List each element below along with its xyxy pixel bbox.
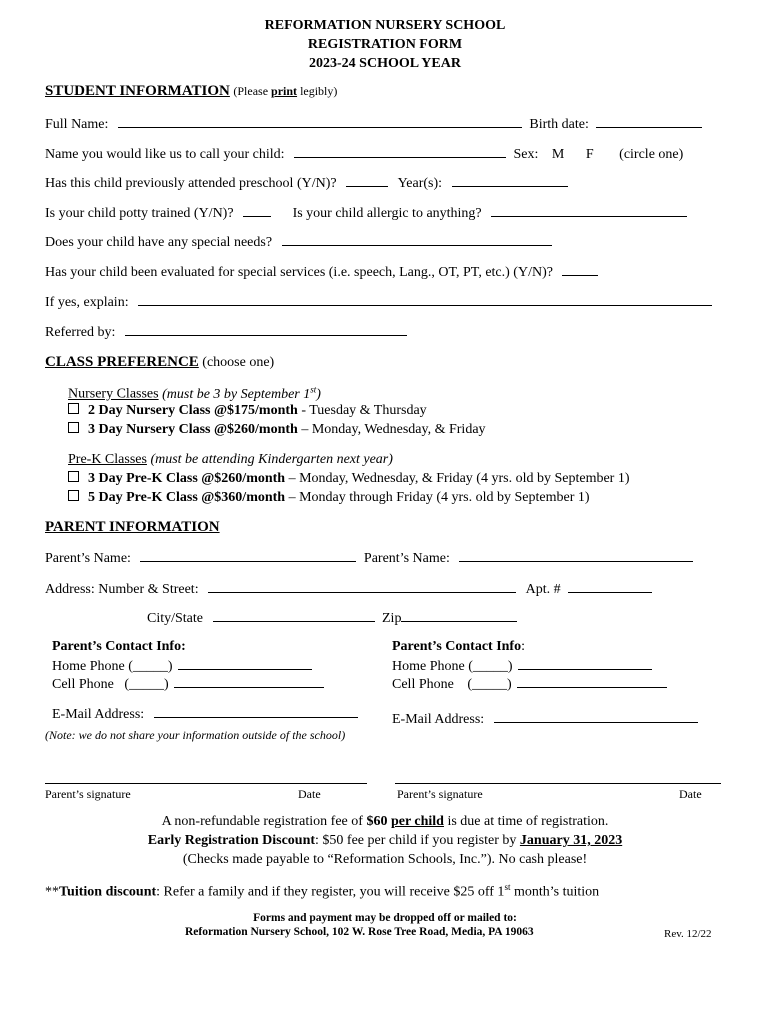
home-phone-label: Home Phone (52, 659, 125, 674)
special-needs-row (45, 233, 552, 251)
explain-field[interactable] (138, 293, 712, 306)
form-title-school: REFORMATION NURSERY SCHOOL (264, 18, 506, 33)
print-legibly-note: (Please print legibly) (233, 84, 338, 98)
prek-classes-heading-row (68, 452, 393, 468)
potty-trained-field[interactable] (243, 204, 271, 217)
apt-field[interactable] (568, 580, 652, 593)
nursery-option-2day[interactable]: 2 Day Nursery Class @$175/month - Tuesday & Thursday (68, 403, 427, 419)
checks-line: (Checks made payable to “Reformation Schools, Inc.”). No cash please! (182, 852, 588, 867)
parent-info-heading: PARENT INFORMATION (45, 519, 220, 535)
nursery-classes-heading: Nursery Classes (68, 386, 159, 402)
nursery-option-3day[interactable]: 3 Day Nursery Class @$260/month – Monday, Wednesday, & Friday (68, 422, 486, 438)
form-title-registration: REGISTRATION FORM (307, 37, 463, 52)
signature-line-1[interactable] (45, 783, 367, 784)
sex-option-m[interactable]: M (551, 147, 565, 162)
home-phone-row-1 (52, 657, 312, 675)
allergy-label: Is your child allergic to anything? (292, 206, 482, 221)
privacy-note: (Note: we do not share your information outside of the school) (45, 728, 346, 742)
contact-info-heading-2: Parent’s Contact Info: (392, 639, 525, 654)
area-code-field[interactable]: (_____) (468, 659, 513, 674)
cell-phone-field-2[interactable] (517, 675, 667, 688)
school-address: Reformation Nursery School, 102 W. Rose Tree Road, Media, PA 19063 (185, 926, 534, 938)
checkbox-icon[interactable] (68, 403, 79, 414)
preschool-row (45, 174, 568, 192)
prek-age-note: (must be attending Kindergarten next year) (146, 452, 393, 467)
referred-row (45, 323, 407, 341)
cell-phone-label: Cell Phone (52, 677, 114, 692)
area-code-field[interactable]: (_____) (467, 677, 512, 692)
email-label: E-Mail Address: (52, 707, 145, 722)
parent-name-label-2: Parent’s Name: (363, 551, 450, 566)
home-phone-field-1[interactable] (178, 657, 312, 670)
home-phone-field-2[interactable] (518, 657, 652, 670)
allergy-field[interactable] (491, 204, 687, 217)
parent-names-row (45, 549, 693, 567)
home-phone-row-2 (392, 657, 652, 675)
nursery-age-note: (must be 3 by September 1st) (158, 384, 321, 402)
email-field-2[interactable] (494, 710, 698, 723)
years-field[interactable] (452, 174, 568, 187)
sex-label: Sex: (513, 147, 539, 162)
sex-option-f[interactable]: F (585, 147, 594, 162)
early-discount-line: Early Registration Discount: $50 fee per child if you register by January 31, 2023 (147, 833, 623, 848)
zip-label: Zip (382, 611, 402, 626)
zip-field[interactable] (401, 609, 517, 622)
birth-date-field[interactable] (596, 115, 702, 128)
tuition-discount-line: **Tuition discount: Refer a family and if they register, you will receive $25 off 1st month’s tuition (45, 882, 600, 900)
city-state-field[interactable] (213, 609, 375, 622)
checkbox-icon[interactable] (68, 471, 79, 482)
prek-option-3day[interactable]: 3 Day Pre-K Class @$260/month – Monday, Wednesday, & Friday (4 yrs. old by September 1) (68, 471, 630, 487)
email-field-1[interactable] (154, 705, 358, 718)
referred-field[interactable] (125, 323, 407, 336)
student-info-heading: STUDENT INFORMATION (45, 83, 230, 99)
call-name-label: Name you would like us to call your child: (45, 147, 285, 162)
area-code-field[interactable]: (_____) (128, 659, 173, 674)
circle-one-note: (circle one) (619, 147, 684, 162)
cell-phone-row-1 (52, 675, 324, 693)
potty-allergy-row (45, 204, 687, 222)
student-info-heading-row (45, 83, 337, 100)
street-field[interactable] (208, 580, 516, 593)
prek-option-5day[interactable]: 5 Day Pre-K Class @$360/month – Monday through Friday (4 yrs. old by September 1) (68, 490, 590, 506)
dropoff-note: Forms and payment may be dropped off or mailed to: (253, 912, 517, 924)
email-row-1 (52, 705, 358, 723)
cell-phone-row-2 (392, 675, 667, 693)
revision-note: Rev. 12/22 (664, 928, 712, 940)
form-title-year: 2023-24 SCHOOL YEAR (309, 56, 461, 71)
signature-label-1: Parent’s signature (45, 787, 131, 801)
checkbox-icon[interactable] (68, 422, 79, 433)
evaluated-row (45, 263, 598, 281)
explain-row (45, 293, 712, 311)
city-state-label: City/State (147, 611, 203, 626)
signature-label-2: Parent’s signature (397, 787, 483, 801)
home-phone-label: Home Phone (392, 659, 465, 674)
date-label-2: Date (679, 787, 702, 801)
area-code-field[interactable]: (_____) (124, 677, 169, 692)
apt-label: Apt. # (525, 582, 561, 597)
prek-classes-heading: Pre-K Classes (68, 452, 147, 467)
evaluated-label: Has your child been evaluated for special services (i.e. speech, Lang., OT, PT, etc.) (Y/N)? (45, 265, 553, 280)
class-preference-heading-row (45, 354, 274, 371)
checkbox-icon[interactable] (68, 490, 79, 501)
parent-name-field-1[interactable] (140, 549, 356, 562)
call-name-row (45, 145, 683, 163)
choose-one-note: (choose one) (198, 355, 275, 370)
referred-label: Referred by: (45, 325, 116, 340)
explain-label: If yes, explain: (45, 295, 129, 310)
call-name-field[interactable] (294, 145, 506, 158)
full-name-label: Full Name: (45, 117, 109, 132)
parent-name-label-1: Parent’s Name: (45, 551, 131, 566)
email-row-2 (392, 710, 698, 728)
contact-info-heading-1: Parent’s Contact Info: (52, 639, 186, 654)
years-label: Year(s): (397, 176, 443, 191)
email-label: E-Mail Address: (392, 712, 485, 727)
special-needs-field[interactable] (282, 233, 552, 246)
registration-fee-line: A non-refundable registration fee of $60 per child is due at time of registration. (161, 814, 609, 829)
city-zip-row (147, 609, 517, 627)
special-needs-label: Does your child have any special needs? (45, 235, 273, 250)
cell-phone-label: Cell Phone (392, 677, 454, 692)
preschool-label: Has this child previously attended preschool (Y/N)? (45, 176, 337, 191)
birth-date-label: Birth date: (529, 117, 589, 132)
address-row (45, 580, 652, 598)
nursery-classes-heading-row (68, 384, 321, 403)
parent-name-field-2[interactable] (459, 549, 693, 562)
full-name-row (45, 115, 702, 133)
address-label: Address: Number & Street: (45, 582, 199, 597)
evaluated-field[interactable] (562, 263, 598, 276)
signature-line-2[interactable] (395, 783, 721, 784)
full-name-field[interactable] (118, 115, 522, 128)
cell-phone-field-1[interactable] (174, 675, 324, 688)
potty-trained-label: Is your child potty trained (Y/N)? (45, 206, 234, 221)
date-label-1: Date (298, 787, 321, 801)
preschool-field[interactable] (346, 174, 388, 187)
class-preference-heading: CLASS PREFERENCE (45, 354, 199, 370)
